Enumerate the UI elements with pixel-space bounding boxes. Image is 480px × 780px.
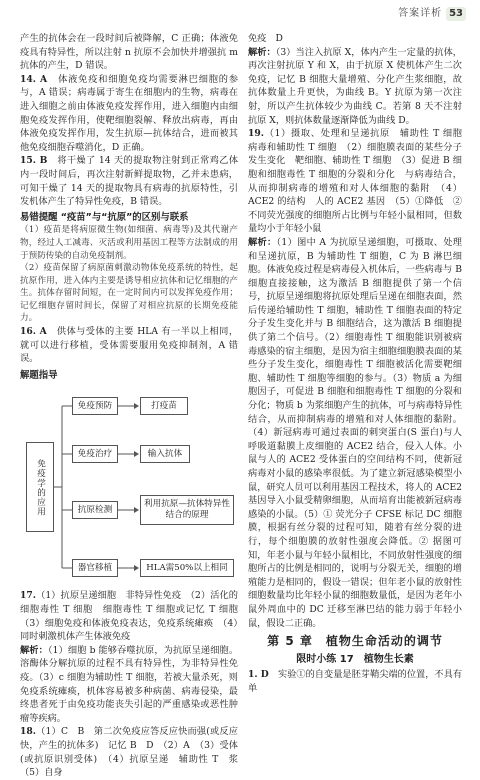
header-title: 答案详析 [398,8,443,20]
answer-18 [20,725,248,779]
analysis-17-text: （1）细胞 b 能够吞噬抗原，为抗原呈递细胞。溶酶体分解抗原的过程不具有特异性，为非特异性免疫。（3）c 细胞为辅助性 T 细胞，若被大量杀死，则免疫系统瘫痪，机体容易被多种病菌、病毒侵染，最终患者死于由免疫功能丧失引起的严重感染或恶性肿瘤等疾病。 [20,644,239,724]
answer-16-number: 16. A [20,326,47,338]
answer-15-text: 将干燥了 14 天的提取物注射到正常鸡乙体内一段时间后，再次注射新鲜提取物，乙并未患病，可知干燥了 14 天的提取物具有病毒的抗原特性，引发机体产生了特异性免疫，B 错误。 [20,155,239,208]
analysis-19-label: 解析： [248,236,277,248]
answer-17-text: （1）抗原呈递细胞 非特异性免疫 （2）活化的细胞毒性 T 细胞 细胞毒性 T 细胞或记忆 T 细胞 （3）细胞免疫和体液免疫表达，免疫系统瘫痪 （4）同时刺激机体产生体液免疫 [20,590,248,643]
immunology-diagram [20,384,238,589]
diagram-item-2: 免疫治疗 [72,445,118,463]
diagram-result-2: 输入抗体 [140,445,190,463]
section-title: 限时小练 17 植物生长素 [296,653,414,665]
answer-14 [20,73,238,155]
tip-paragraph-1: （1）疫苗是将病原微生物(如细菌、病毒等)及其代谢产物，经过人工减毒、灭活或利用基因工程等方法制成的用于预防传染的自动免疫制剂。 [20,225,238,261]
answer-19 [248,127,472,236]
answer-19-text: （1）摄取、处理和呈递抗原 辅助性 T 细胞 病毒和辅助性 T 细胞 （2）细胞膜表面的某些分子发生变化 靶细胞、辅助性 T 细胞 （3）促进 B 细胞和细胞毒性 T 细胞的分裂和分化 与病毒结合，从而抑制病毒的增殖和对人体细胞的黏附 （4）ACE2 的结构 人的 ACE2 基因 （5）①降低 ②不同荧光强度的细胞所占比例与年轻小鼠相同，但数量均小于年轻小鼠 [248,128,472,235]
answer-1-number: 1. D [248,669,269,681]
diagram-result-3: 利用抗原—抗体特异性结合的原理 [140,495,234,525]
answer-1-text: 实验①的自变量是胚芽鞘尖端的位置，不具有单 [248,669,463,694]
answer-14-number: 14. A [20,73,48,85]
guide-title: 解题指导 [20,369,58,381]
diagram-result-1: 打疫苗 [140,397,188,415]
analysis-17-label: 解析： [20,644,48,656]
page-number: 53 [446,7,466,21]
diagram-result-4: HLA需50%以上相同 [140,559,234,577]
diagram-item-4: 器官移植 [72,559,118,577]
right-column [248,32,472,696]
answer-17-number: 17. [20,590,36,602]
chapter-title: 第 5 章 植物生命活动的调节 [267,634,443,649]
tip-title: 易错提醒 “疫苗”与“抗原”的区别与联系 [20,211,189,223]
answer-18-text: （1）C B 第二次免疫应答反应快而强(或反应快，产生的抗体多) 记忆 B D （2）A （3）受体(或抗原识别受体) （4）抗原呈递 辅助性 T 浆 （5）自身 [20,726,248,779]
tip-paragraph-2: （2）疫苗保留了病原菌刺激动物体免疫系统的特性，起抗原作用，进入体内主要是诱导相应抗体和记忆细胞的产生。抗体存留时间短，在一定时间内可以发挥免疫作用；记忆细胞存留时间长，保留了对相应抗原的长期免疫能力。 [20,263,238,324]
answer-15 [20,154,238,208]
answer-19-number: 19. [248,128,264,140]
answer-16 [20,325,238,366]
left-paragraph-1: 产生的抗体会在一段时间后被降解，C 正确；体液免疫具有特异性，所以注射 n 抗原不会加快并增强抗 m 抗体的产生，D 错误。 [20,33,238,72]
diagram-item-1: 免疫预防 [72,397,118,415]
answer-15-number: 15. B [20,155,48,167]
diagram-center-box: 免疫学的应用 [26,442,54,532]
analysis-19 [248,236,462,630]
diagram-item-3: 抗原检测 [72,501,118,519]
answer-14-text: 体液免疫和细胞免疫均需要淋巴细胞的参与，A 错误；病毒属于寄生在细胞内的生物，病毒在进入细胞之前由体液免疫发挥作用，进入细胞内由细胞免疫发挥作用，使靶细胞裂解、释放出病毒，再由体液免疫发挥作用，发生抗原—抗体结合，进而被其他免疫细胞吞噬消化，D 正确。 [20,73,239,153]
answer-1 [248,668,462,695]
analysis-18-text: （3）当注入抗原 X，体内产生一定量的抗体，再次注射抗原 Y 和 X，由于抗原 X 使机体产生二次免疫，记忆 B 细胞大量增殖、分化产生浆细胞，故抗体数量上升更快，为曲线 B。Y 抗原为第一次注射，所以产生抗体较少为曲线 C。若第 8 天不注射抗原 X，则抗体数量逐渐降低为曲线 D。 [248,46,462,126]
answer-16-text: 供体与受体的主要 HLA 有一半以上相同，就可以进行移植，受体需要服用免疫抑制剂，A 错误。 [20,326,239,365]
analysis-18-label: 解析： [248,46,276,58]
analysis-17 [20,644,238,726]
answer-18-continued: 免疫 D [248,33,283,44]
analysis-19-text: （1）图中 A 为抗原呈递细胞，可摄取、处理和呈递抗原，B 为辅助性 T 细胞，C 为 B 淋巴细胞。体液免疫过程是病毒侵入机体后，一些病毒与 B 细胞直接接触，这为激活 B 细胞提供了第一个信号，抗原呈递细胞将抗原处理后呈递在细胞表面，然后传递给辅助性 T 细胞，辅助性 T 细胞表面的特定分子发生变化并与 B 细胞结合，这为激活 B 细胞提供了第二个信号。（2）细胞毒性 T 细胞能识别被病毒感染的宿主细胞，是因为宿主细胞细胞膜表面的某些分子发生变化，细胞毒性 T 细胞被活化需要靶细胞、辅助性 T 细胞等细胞的参与。（3）物质 a 为细胞因子，可促进 B 细胞和细胞毒性 T 细胞的分裂和分化；物质 b 为浆细胞产生的抗体，可与病毒特异性结合，从而抑制病毒的增殖和对人体细胞的黏附。（4）新冠病毒可通过表面的刺突蛋白(S 蛋白)与人呼吸道黏膜上皮细胞的 ACE2 结合，侵入人体。小鼠与人的 ACE2 受体蛋白的空间结构不同，使新冠病毒对小鼠的感染率很低。为了建立新冠感染模型小鼠，研究人员可以利用基因工程技术，将人的 ACE2 基因导入小鼠受精卵细胞，从而培育出能被新冠病毒感染的小鼠。（5）① 荧光分子 CFSE 标记 DC 细胞膜，根据有丝分裂的过程可知，随着有丝分裂的进行，每个细胞膜的放射性强度会降低。② 据图可知，年老小鼠与年轻小鼠相比，不同放射性强度的细胞所占的比例是相同的，说明与分裂无关，细胞的增殖能力是相同的，假设一错误；但年老小鼠的放射性细胞数量均比年轻小鼠的细胞数量低，是因为老年小鼠外周血中的 DC 迁移至淋巴结的能力弱于年轻小鼠，假设二正确。 [248,236,462,629]
answer-18-number: 18. [20,726,36,738]
page-header [398,6,466,22]
analysis-18 [248,46,462,128]
left-column [20,32,248,780]
answer-17 [20,589,248,643]
